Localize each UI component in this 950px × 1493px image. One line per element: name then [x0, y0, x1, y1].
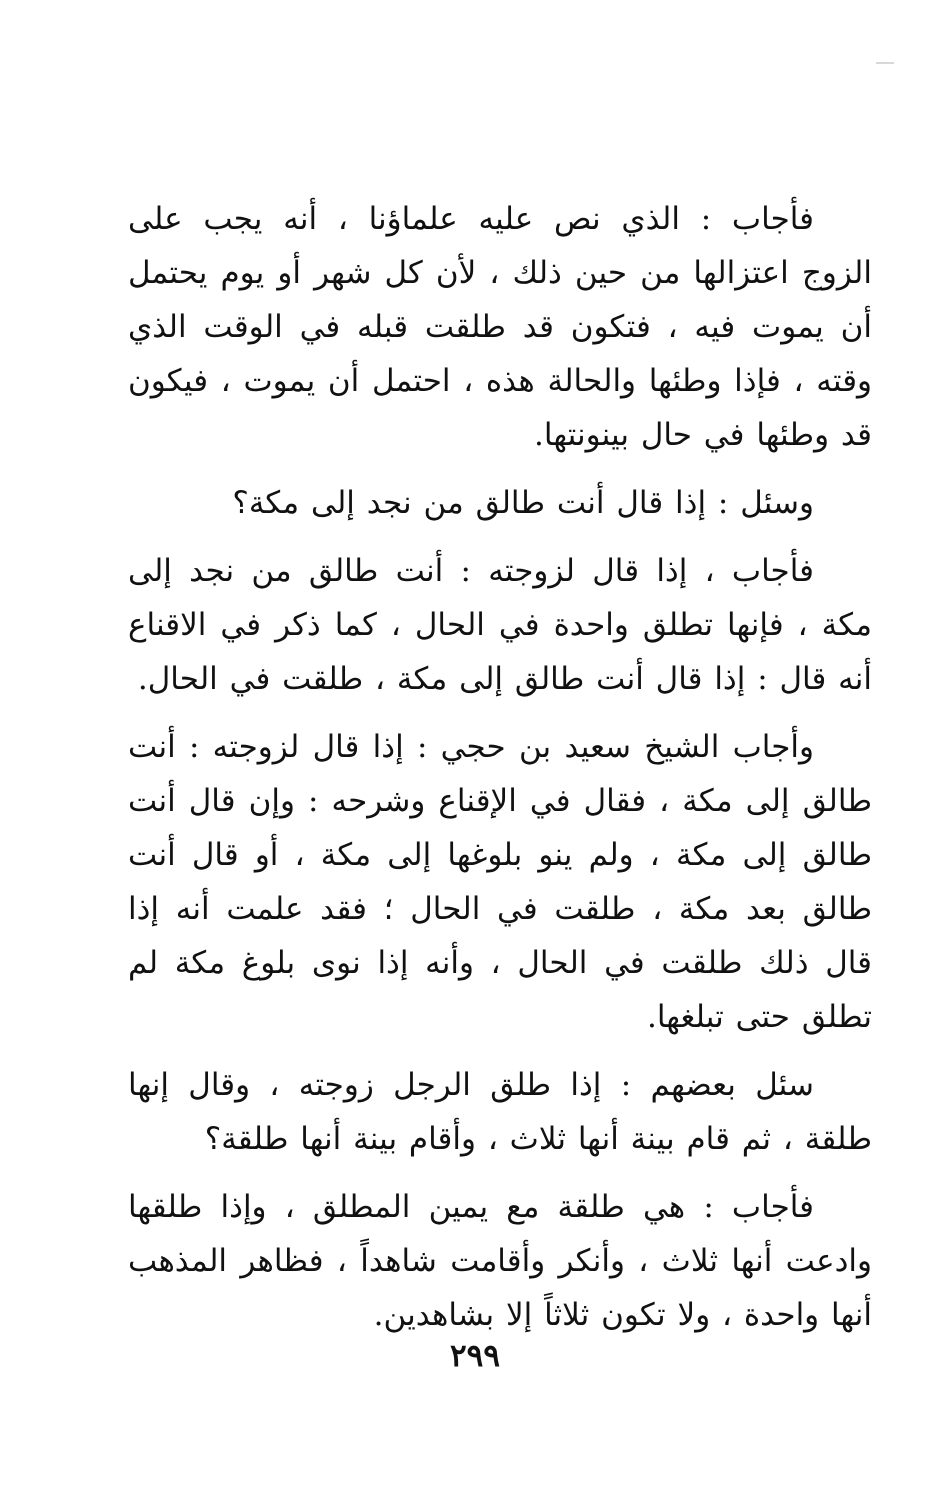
scan-speck	[876, 62, 894, 64]
paragraph-4: وأجاب الشيخ سعيد بن حجي : إذا قال لزوجته : أنت طالق إلى مكة ، فقال في الإقناع وشرحه : وإن قال أنت طالق إلى مكة ، ولم ينو بلوغها إلى مكة ، أو قال أنت طالق بعد مكة ، طلقت في الحال ؛ فقد علمت أنه إذا قال ذلك طلقت في الحال ، وأنه إذا نوى بلوغ مكة لم تطلق حتى تبلغها.	[128, 729, 872, 1035]
paragraph-6: فأجاب : هي طلقة مع يمين المطلق ، وإذا طلقها وادعت أنها ثلاث ، وأنكر وأقامت شاهداً ، فظاهر المذهب أنها واحدة ، ولا تكون ثلاثاً إلا بشاهدين.	[128, 1189, 872, 1333]
paragraph-3: فأجاب ، إذا قال لزوجته : أنت طالق من نجد إلى مكة ، فإنها تطلق واحدة في الحال ، كما ذكر في الاقناع أنه قال : إذا قال أنت طالق إلى مكة ، طلقت في الحال.	[128, 553, 872, 697]
paragraph-1: فأجاب : الذي نص عليه علماؤنا ، أنه يجب على الزوج اعتزالها من حين ذلك ، لأن كل شهر أو يوم يحتمل أن يموت فيه ، فتكون قد طلقت قبله في الوقت الذي وقته ، فإذا وطئها والحالة هذه ، احتمل أن يموت ، فيكون قد وطئها في حال بينونتها.	[128, 201, 872, 453]
page-body	[128, 192, 872, 1356]
page-number: ٢٩٩	[450, 1338, 500, 1374]
paragraph-5: سئل بعضهم : إذا طلق الرجل زوجته ، وقال إنها طلقة ، ثم قام بينة أنها ثلاث ، وأقام بينة أنها طلقة؟	[128, 1067, 872, 1157]
paragraph-2: وسئل : إذا قال أنت طالق من نجد إلى مكة؟	[232, 485, 814, 521]
